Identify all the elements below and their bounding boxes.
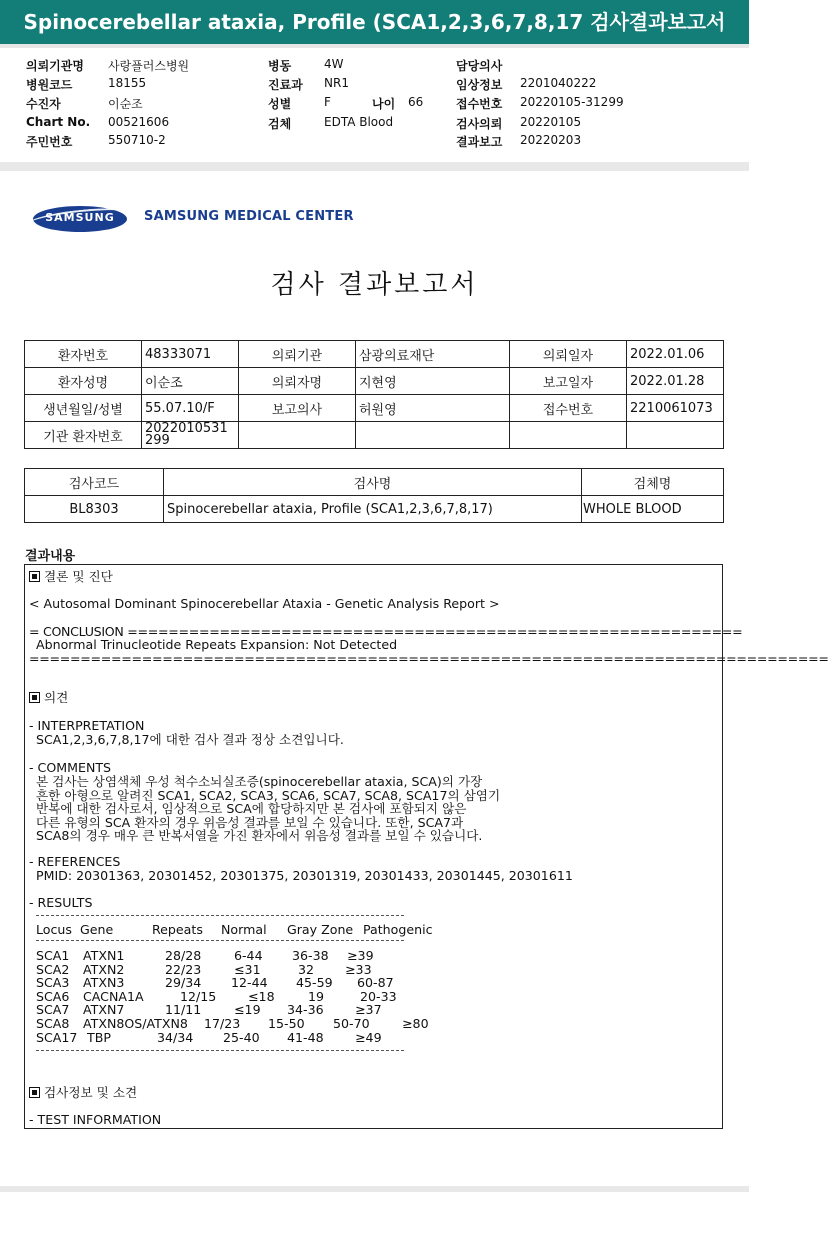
header-info-label: 담당의사 xyxy=(456,59,503,73)
header-info-label: 검사의뢰 xyxy=(456,117,503,131)
header-info-value: EDTA Blood xyxy=(324,115,394,129)
equals-rule-line: ============================================================================== xyxy=(29,651,829,666)
patient-table-row xyxy=(25,368,724,395)
patient-field-value: 지현영 xyxy=(356,368,510,395)
report-heading: 검사 결과보고서 xyxy=(270,270,479,300)
results-cell: ≥39 xyxy=(347,948,374,963)
interpretation-heading: - INTERPRETATION xyxy=(29,718,145,733)
test-name: Spinocerebellar ataxia, Profile (SCA1,2,3,6,7,8,17) xyxy=(164,496,582,523)
results-cell: ≤19 xyxy=(234,1002,261,1018)
results-cell: 11/11 xyxy=(165,1002,202,1018)
header-info-value: F xyxy=(324,95,331,109)
results-cell: SCA7 xyxy=(36,1002,70,1018)
results-box xyxy=(24,564,829,1129)
header-info-label: 병동 xyxy=(268,59,292,73)
filled-square-icon xyxy=(29,571,40,582)
header-info-label: 수진자 xyxy=(26,97,61,111)
results-cell: 19 xyxy=(308,988,325,1004)
patient-field-value xyxy=(356,422,510,449)
results-column-header: Repeats xyxy=(152,922,203,937)
test-info-heading xyxy=(29,1086,137,1100)
test-table-row xyxy=(25,496,724,523)
patient-table-row xyxy=(25,341,724,368)
header-specimen: 검체명 xyxy=(582,469,724,496)
patient-info-table xyxy=(24,340,724,449)
results-cell: 28/28 xyxy=(165,948,202,963)
results-cell: TBP xyxy=(87,1029,111,1045)
results-cell: SCA17 xyxy=(36,1029,78,1045)
patient-field-value: 삼광의료재단 xyxy=(356,341,510,368)
patient-field-label xyxy=(510,422,627,449)
references-text: PMID: 20301363, 20301452, 20301375, 20301319, 20301433, 20301445, 20301611 xyxy=(36,868,573,883)
patient-field-value: 2022.01.28 xyxy=(627,368,724,395)
results-rule-bottom xyxy=(36,1050,404,1051)
results-rule-mid xyxy=(36,940,404,941)
results-cell: 12/15 xyxy=(180,988,217,1004)
test-info-heading-text: 검사정보 및 소견 xyxy=(44,1085,138,1100)
results-cell: ATXN2 xyxy=(83,961,125,977)
patient-table-row xyxy=(25,395,724,422)
results-cell: ATXN3 xyxy=(83,975,125,991)
test-table-header-row xyxy=(25,469,724,496)
conclusion-heading xyxy=(29,570,113,584)
header-info-value: 4W xyxy=(324,57,344,71)
results-cell: 41-48 xyxy=(287,1029,324,1045)
comments-heading: - COMMENTS xyxy=(29,760,112,775)
patient-field-label: 생년월일/성별 xyxy=(25,395,142,422)
results-cell: ≤31 xyxy=(234,961,261,977)
results-column-header: Gene xyxy=(80,922,114,937)
conclusion-heading-text: 결론 및 진단 xyxy=(44,569,113,584)
results-cell: ≤18 xyxy=(248,988,275,1004)
patient-field-label: 의뢰일자 xyxy=(510,341,627,368)
header-info-label: 병원코드 xyxy=(26,78,73,92)
results-cell: ATXN8OS/ATXN8 xyxy=(83,1016,188,1031)
header-info-label: 성별 xyxy=(268,97,292,111)
results-column-header: Locus xyxy=(36,922,72,937)
patient-table-row xyxy=(25,422,724,449)
test-code: BL8303 xyxy=(25,496,164,523)
samsung-logo xyxy=(33,206,127,232)
results-heading: - RESULTS xyxy=(29,895,93,910)
patient-field-label xyxy=(239,422,356,449)
results-column-header: Pathogenic xyxy=(363,922,433,937)
report-heading-line: < Autosomal Dominant Spinocerebellar Ataxia - Genetic Analysis Report > xyxy=(29,596,500,611)
opinion-heading-text: 의견 xyxy=(44,690,69,705)
header-info-value: NR1 xyxy=(324,76,349,90)
results-cell: SCA3 xyxy=(36,975,70,991)
header-info-value: 사랑플러스병원 xyxy=(108,59,190,73)
results-cell: 32 xyxy=(298,961,315,977)
filled-square-icon xyxy=(29,1087,40,1098)
patient-field-label: 환자번호 xyxy=(25,341,142,368)
divider xyxy=(0,44,749,48)
comment-line: 본 검사는 상염색체 우성 척수소뇌실조증(spinocerebellar ataxia, SCA)의 가장 xyxy=(36,774,483,789)
patient-field-value: 55.07.10/F xyxy=(142,395,239,422)
results-cell: 36-38 xyxy=(292,948,329,963)
results-cell: 29/34 xyxy=(165,975,202,991)
patient-field-label: 환자성명 xyxy=(25,368,142,395)
filled-square-icon xyxy=(29,692,40,703)
footer-band xyxy=(0,1186,749,1192)
results-cell: 34/34 xyxy=(157,1029,194,1045)
header-info-label: Chart No. xyxy=(26,115,91,129)
results-cell: SCA2 xyxy=(36,961,70,977)
results-cell: ≥37 xyxy=(355,1002,382,1018)
comment-line: 흔한 아형으로 알려진 SCA1, SCA2, SCA3, SCA6, SCA7, SCA8, SCA17의 삼염기 xyxy=(36,787,501,803)
patient-field-label: 기관 환자번호 xyxy=(25,422,142,449)
results-cell: SCA6 xyxy=(36,988,70,1004)
header-info-label: 진료과 xyxy=(268,78,303,92)
separator-band xyxy=(0,162,749,171)
header-info-value: 18155 xyxy=(108,76,147,90)
header-info-value: 이순조 xyxy=(108,97,143,111)
results-cell: 12-44 xyxy=(231,975,268,991)
results-column-header: Normal xyxy=(221,922,267,937)
specimen-name: WHOLE BLOOD xyxy=(582,496,724,523)
opinion-heading xyxy=(29,691,68,705)
report-title-bar: Spinocerebellar ataxia, Profile (SCA1,2,3,6,7,8,17 검사결과보고서 xyxy=(0,0,749,44)
patient-field-value: 2022010531299 xyxy=(142,422,239,449)
results-cell: 60-87 xyxy=(357,975,394,991)
conclusion-text: Abnormal Trinucleotide Repeats Expansion: Not Detected xyxy=(36,637,398,652)
header-info-value: 20220105 xyxy=(520,115,582,129)
header-info-label: 주민번호 xyxy=(26,135,73,149)
results-cell: 34-36 xyxy=(287,1002,324,1018)
header-info-label: 임상정보 xyxy=(456,78,503,92)
header-info-label: 의뢰기관명 xyxy=(26,59,84,73)
patient-field-label: 접수번호 xyxy=(510,395,627,422)
results-cell: 17/23 xyxy=(204,1016,241,1031)
test-info-table xyxy=(24,468,724,523)
results-cell: 15-50 xyxy=(268,1016,305,1031)
results-cell: 45-59 xyxy=(296,975,333,991)
results-cell: ATXN1 xyxy=(83,948,125,963)
results-cell: 50-70 xyxy=(333,1016,370,1031)
patient-field-value: 허원영 xyxy=(356,395,510,422)
results-cell: ≥33 xyxy=(345,961,372,977)
header-info-label: 결과보고 xyxy=(456,135,503,149)
results-section-label: 결과내용 xyxy=(25,549,76,564)
equals-rule: ============================================================ xyxy=(127,624,743,639)
header-info-label: 접수번호 xyxy=(456,97,503,111)
header-info-value: 550710-2 xyxy=(108,133,166,147)
patient-field-label: 의뢰기관 xyxy=(239,341,356,368)
header-info-value: 00521606 xyxy=(108,115,170,129)
results-rule-top xyxy=(36,915,404,916)
patient-field-label: 보고일자 xyxy=(510,368,627,395)
results-cell: CACNA1A xyxy=(83,988,144,1004)
comment-line: 반복에 대한 검사로서, 임상적으로 SCA에 합당하지만 본 검사에 포함되지 않은 xyxy=(36,801,467,816)
conclusion-prefix: = CONCLUSION xyxy=(29,624,128,639)
patient-field-label: 의뢰자명 xyxy=(239,368,356,395)
header-test-name: 검사명 xyxy=(164,469,582,496)
results-cell: 20-33 xyxy=(360,988,397,1004)
patient-field-value xyxy=(627,422,724,449)
results-cell: ≥80 xyxy=(402,1016,429,1031)
test-information: - TEST INFORMATION xyxy=(29,1112,162,1127)
header-info-value: 2201040222 xyxy=(520,76,597,90)
results-cell: ATXN7 xyxy=(83,1002,125,1018)
patient-field-value: 이순조 xyxy=(142,368,239,395)
patient-field-label: 보고의사 xyxy=(239,395,356,422)
results-cell: SCA1 xyxy=(36,948,70,963)
logo-brand-text: SAMSUNG xyxy=(45,211,115,224)
header-info-value: 20220203 xyxy=(520,133,582,147)
header-info-value: 20220105-31299 xyxy=(520,95,624,109)
results-cell: SCA8 xyxy=(36,1016,70,1031)
age-value: 66 xyxy=(408,95,424,109)
comment-line: 다른 유형의 SCA 환자의 경우 위음성 결과를 보일 수 있습니다. 또한, SCA7과 xyxy=(36,814,464,830)
medical-center-name: SAMSUNG MEDICAL CENTER xyxy=(144,209,354,224)
results-cell: 25-40 xyxy=(223,1029,260,1045)
header-test-code: 검사코드 xyxy=(25,469,164,496)
age-label: 나이 xyxy=(372,97,396,111)
results-column-header: Gray Zone xyxy=(287,922,354,937)
equals-rule-bottom xyxy=(29,651,829,666)
patient-field-value: 2210061073 xyxy=(627,395,724,422)
results-cell: ≥49 xyxy=(355,1029,382,1045)
results-cell: 6-44 xyxy=(234,948,263,963)
patient-field-value: 2022.01.06 xyxy=(627,341,724,368)
results-cell: 22/23 xyxy=(165,961,202,977)
references-heading: - REFERENCES xyxy=(29,854,121,869)
interpretation-text: SCA1,2,3,6,7,8,17에 대한 검사 결과 정상 소견입니다. xyxy=(36,732,344,747)
comment-line: SCA8의 경우 매우 큰 반복서열을 가진 환자에서 위음성 결과를 보일 수 있습니다. xyxy=(36,828,483,843)
patient-field-value: 48333071 xyxy=(142,341,239,368)
header-info-label: 검체 xyxy=(268,117,292,131)
